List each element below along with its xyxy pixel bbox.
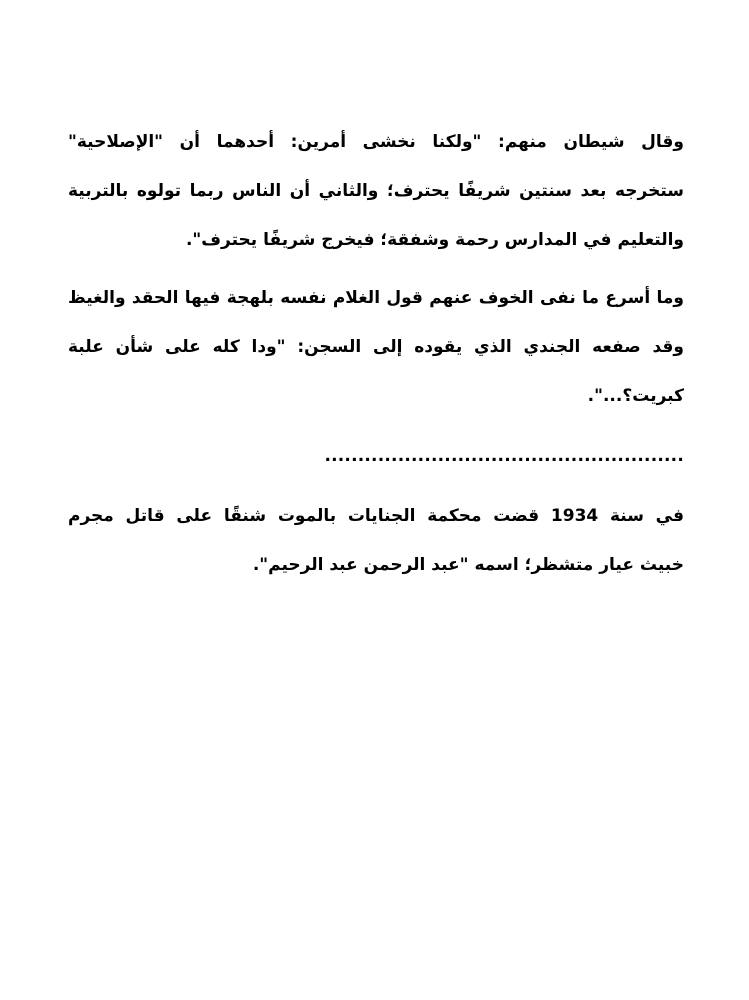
dotted-separator xyxy=(68,432,684,481)
separator-dots: ...................................................... xyxy=(324,446,684,466)
paragraph-1 xyxy=(68,118,684,265)
paragraph-1-line-3: والتعليم في المدارس رحمة وشفقة؛ فيخرج شريفًا يحترف". xyxy=(185,230,684,250)
document-body xyxy=(68,118,684,590)
paragraph-2-line-1: وما أسرع ما نفى الخوف عنهم قول الغلام نفسه بلهجة فيها الحقد والغيظ xyxy=(68,288,684,308)
paragraph-1-line-2: ستخرجه بعد سنتين شريفًا يحترف؛ والثاني أن الناس ربما تولوه بالتربية xyxy=(68,181,684,201)
paragraph-2-line-3: كبريت؟...". xyxy=(587,386,684,406)
paragraph-3 xyxy=(68,492,684,590)
paragraph-3-line-1: في سنة 1934 قضت محكمة الجنايات بالموت شنقًا على قاتل مجرم xyxy=(68,506,684,526)
paragraph-2 xyxy=(68,274,684,421)
paragraph-2-line-2: وقد صفعه الجندي الذي يقوده إلى السجن: "ودا كله على شأن علبة xyxy=(68,337,684,357)
paragraph-3-line-2: خبيث عيار متشظر؛ اسمه "عبد الرحمن عبد الرحيم". xyxy=(252,555,684,575)
paragraph-1-line-1: وقال شيطان منهم: "ولكنا نخشى أمرين: أحدهما أن "الإصلاحية" xyxy=(68,132,684,152)
